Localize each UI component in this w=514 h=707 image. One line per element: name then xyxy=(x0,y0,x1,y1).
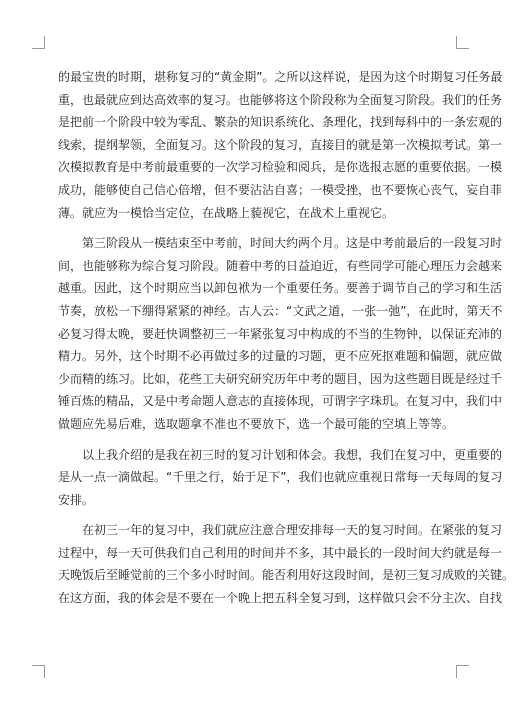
text-line: 间，也能够称为综合复习阶段。随着中考的日益迫近，有些同学可能心理压力会越来 xyxy=(58,258,503,273)
paragraph xyxy=(58,66,503,224)
text-line: 的最宝贵的时期，堪称复习的“黄金期”。之所以这样说，是因为这个时期复习任务最 xyxy=(58,70,503,84)
paragraph-spacer xyxy=(58,511,444,519)
text-line: 是从一点一滴做起。“千里之行，始于足下”，我们也就应重视日常每一天每周的复习 xyxy=(58,470,503,485)
crop-mark-bottom-left xyxy=(32,665,45,678)
text-line: 越重。因此，这个时期应当以卸包袱为一个重要任务。要善于调节自己的学习和生活 xyxy=(58,281,503,296)
document-body xyxy=(58,66,514,610)
text-line: 在初三一年的复习中，我们就应注意合理安排每一天的复习时间。在紧张的复习 xyxy=(82,523,503,538)
text-line: 锤百炼的精品，又是中考命题人意志的直接体现，可谓字字珠玑。在复习中，我们中 xyxy=(58,394,503,409)
paragraph xyxy=(58,444,503,512)
text-line: 重，也最就应到达高效率的复习。也能够将这个阶段称为全面复习阶段。我们的任务 xyxy=(58,92,503,107)
text-line: 以上我介绍的是我在初三时的复习计划和体会。我想，我们在复习中，更重要的 xyxy=(82,447,503,462)
text-line: 节奏，放松一下绷得紧紧的神经。古人云：“文武之道，一张一弛”，在此时，第天不 xyxy=(58,303,503,318)
text-line: 第三阶段从一模结束至中考前，时间大约两个月。这是中考前最后的一段复习时 xyxy=(82,236,503,251)
text-line: 成功，能够使自己信心倍增，但不要沾沾自喜；一模受挫，也不要恢心丧气，妄自菲 xyxy=(58,182,503,197)
text-line: 次模拟教育是中考前最重要的一次学习检验和阅兵，是你选报志愿的重要依据。一模 xyxy=(58,160,503,175)
text-line: 做题应先易后难，选取题拿不准也不要放下，选一个最可能的空填上等等。 xyxy=(58,416,455,431)
text-line: 安排。 xyxy=(58,492,95,507)
text-line: 薄。就应为一模恰当定位，在战略上藐视它，在战术上重视它。 xyxy=(58,205,395,220)
text-line: 精力。另外，这个时期不必再做过多的过量的习题，更不应死抠难题和偏题，就应做 xyxy=(58,349,503,364)
text-line: 是把前一个阶段中较为零乱、繁杂的知识系统化、条理化，找到每科中的一条宏观的 xyxy=(58,115,503,130)
crop-mark-top-right xyxy=(456,36,469,49)
text-line: 必复习得太晚，要赶快调整初三一年紧张复习中构成的不当的生物钟，以保证充沛的 xyxy=(58,326,503,341)
crop-mark-bottom-right xyxy=(456,665,469,678)
text-line: 在这方面，我的体会是不要在一个晚上把五科全复习到，这样做只会不分主次、自找 xyxy=(58,591,503,606)
paragraph-spacer xyxy=(58,224,444,232)
text-line: 过程中，每一天可供我们自己利用的时间并不多，其中最长的一段时间大约就是每一 xyxy=(58,545,503,560)
paragraph-spacer xyxy=(58,436,444,444)
paragraph xyxy=(58,519,514,609)
text-line: 少而精的练习。比如，花些工夫研究研究历年中考的题目，因为这些题目既是经过千 xyxy=(58,371,503,386)
text-line: 线索，提纲挈领，全面复习。这个阶段的复习，直接目的就是第一次模拟考试。第一 xyxy=(58,137,503,152)
text-line: 天晚饭后至睡觉前的三个多小时时间。能否利用好这段时间，是初三复习成败的关键。 xyxy=(58,568,514,583)
crop-mark-top-left xyxy=(32,36,45,49)
paragraph xyxy=(58,232,503,435)
